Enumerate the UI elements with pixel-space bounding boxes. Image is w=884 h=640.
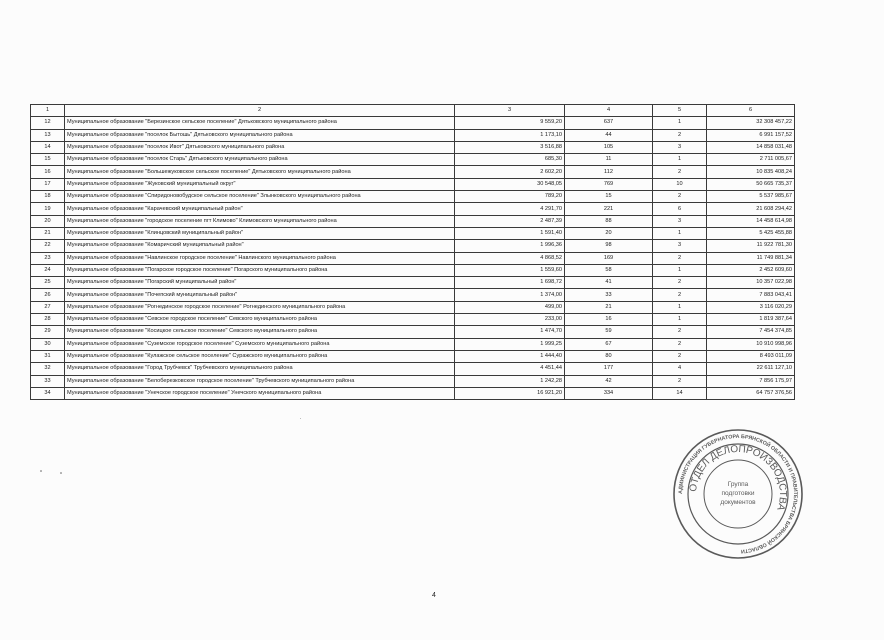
quantity-value-cell: 2 (653, 252, 707, 264)
table-row (31, 141, 795, 153)
amount-value-cell: 7 883 043,41 (707, 289, 795, 301)
table-row (31, 264, 795, 276)
quantity-value-cell: 2 (653, 326, 707, 338)
table-row (31, 363, 795, 375)
row-number-cell: 18 (31, 191, 65, 203)
header-cell: 4 (565, 105, 653, 117)
municipality-name-cell: Муниципальное образование "Рогнединское городское поселение" Рогнединского муниципального района (65, 301, 455, 313)
municipality-name-cell: Муниципальное образование "Клинцовский муниципальный район" (65, 227, 455, 239)
table-row (31, 227, 795, 239)
municipality-name-cell: Муниципальное образование "Спиридоновобудское сельское поселение" Злынковского муниципального района (65, 191, 455, 203)
count-value-cell: 16 (565, 314, 653, 326)
area-value-cell: 789,20 (455, 191, 565, 203)
quantity-value-cell: 2 (653, 375, 707, 387)
count-value-cell: 98 (565, 240, 653, 252)
office-stamp (672, 428, 804, 560)
quantity-value-cell: 14 (653, 387, 707, 399)
municipality-name-cell: Муниципальное образование "городское поселение пгт Климово" Климовского муниципального района (65, 215, 455, 227)
area-value-cell: 9 559,20 (455, 117, 565, 129)
amount-value-cell: 14 858 031,48 (707, 141, 795, 153)
quantity-value-cell: 3 (653, 215, 707, 227)
row-number-cell: 21 (31, 227, 65, 239)
area-value-cell: 1 474,70 (455, 326, 565, 338)
row-number-cell: 26 (31, 289, 65, 301)
quantity-value-cell: 1 (653, 117, 707, 129)
data-table (30, 104, 795, 400)
amount-value-cell: 6 991 157,52 (707, 129, 795, 141)
table-row (31, 203, 795, 215)
row-number-cell: 30 (31, 338, 65, 350)
municipality-name-cell: Муниципальное образование "Большежуковское сельское поселение" Дятьковского муниципального района (65, 166, 455, 178)
quantity-value-cell: 1 (653, 227, 707, 239)
table-row (31, 129, 795, 141)
row-number-cell: 29 (31, 326, 65, 338)
table-row (31, 350, 795, 362)
quantity-value-cell: 10 (653, 178, 707, 190)
header-cell: 1 (31, 105, 65, 117)
area-value-cell: 1 999,25 (455, 338, 565, 350)
area-value-cell: 233,00 (455, 314, 565, 326)
count-value-cell: 21 (565, 301, 653, 313)
amount-value-cell: 14 458 614,98 (707, 215, 795, 227)
row-number-cell: 34 (31, 387, 65, 399)
count-value-cell: 334 (565, 387, 653, 399)
quantity-value-cell: 1 (653, 264, 707, 276)
count-value-cell: 221 (565, 203, 653, 215)
quantity-value-cell: 3 (653, 141, 707, 153)
municipality-name-cell: Муниципальное образование "поселок Ивот" Дятьковского муниципального района (65, 141, 455, 153)
row-number-cell: 31 (31, 350, 65, 362)
amount-value-cell: 2 452 609,60 (707, 264, 795, 276)
row-number-cell: 23 (31, 252, 65, 264)
municipality-name-cell: Муниципальное образование "Березинское сельское поселение" Дятьковского муниципального района (65, 117, 455, 129)
table-row (31, 277, 795, 289)
row-number-cell: 13 (31, 129, 65, 141)
header-cell: 6 (707, 105, 795, 117)
row-number-cell: 14 (31, 141, 65, 153)
row-number-cell: 12 (31, 117, 65, 129)
header-cell: 2 (65, 105, 455, 117)
stamp-center-line: Группа (727, 481, 749, 488)
count-value-cell: 41 (565, 277, 653, 289)
municipality-name-cell: Муниципальное образование "Косицкое сельское поселение" Севского муниципального района (65, 326, 455, 338)
area-value-cell: 4 868,52 (455, 252, 565, 264)
quantity-value-cell: 2 (653, 191, 707, 203)
quantity-value-cell: 1 (653, 154, 707, 166)
amount-value-cell: 7 454 374,85 (707, 326, 795, 338)
row-number-cell: 15 (31, 154, 65, 166)
count-value-cell: 105 (565, 141, 653, 153)
municipality-name-cell: Муниципальное образование "Погарский муниципальный район" (65, 277, 455, 289)
table-row (31, 301, 795, 313)
row-number-cell: 28 (31, 314, 65, 326)
area-value-cell: 1 444,40 (455, 350, 565, 362)
stamp-outer-text: АДМИНИСТРАЦИЯ ГУБЕРНАТОРА БРЯНСКОЙ ОБЛАСТИ И ПРАВИТЕЛЬСТВА БРЯНСКОЙ ОБЛАСТИ (677, 433, 799, 554)
row-number-cell: 20 (31, 215, 65, 227)
amount-value-cell: 11 749 881,34 (707, 252, 795, 264)
table-row (31, 326, 795, 338)
count-value-cell: 80 (565, 350, 653, 362)
quantity-value-cell: 2 (653, 289, 707, 301)
municipality-name-cell: Муниципальное образование "Белоберезковское городское поселение" Трубчевского муниципального района (65, 375, 455, 387)
area-value-cell: 499,00 (455, 301, 565, 313)
table-row (31, 240, 795, 252)
municipality-name-cell: Муниципальное образование "Суземское городское поселение" Суземского муниципального района (65, 338, 455, 350)
municipality-name-cell: Муниципальное образование "Город Трубчевск" Трубчевского муниципального района (65, 363, 455, 375)
amount-value-cell: 64 757 376,56 (707, 387, 795, 399)
count-value-cell: 88 (565, 215, 653, 227)
area-value-cell: 2 602,20 (455, 166, 565, 178)
count-value-cell: 769 (565, 178, 653, 190)
count-value-cell: 177 (565, 363, 653, 375)
table-row (31, 191, 795, 203)
area-value-cell: 4 291,70 (455, 203, 565, 215)
municipality-name-cell: Муниципальное образование "Унечское городское поселение" Унечского муниципального района (65, 387, 455, 399)
header-cell: 3 (455, 105, 565, 117)
table-row (31, 387, 795, 399)
amount-value-cell: 10 835 408,24 (707, 166, 795, 178)
quantity-value-cell: 1 (653, 314, 707, 326)
table-row (31, 375, 795, 387)
table-row (31, 338, 795, 350)
row-number-cell: 25 (31, 277, 65, 289)
amount-value-cell: 3 116 020,29 (707, 301, 795, 313)
amount-value-cell: 8 493 011,09 (707, 350, 795, 362)
row-number-cell: 32 (31, 363, 65, 375)
municipality-name-cell: Муниципальное образование "Погарское городское поселение" Погарского муниципального района (65, 264, 455, 276)
count-value-cell: 33 (565, 289, 653, 301)
quantity-value-cell: 2 (653, 277, 707, 289)
scan-artifact (40, 470, 42, 472)
area-value-cell: 1 698,72 (455, 277, 565, 289)
row-number-cell: 27 (31, 301, 65, 313)
count-value-cell: 11 (565, 154, 653, 166)
quantity-value-cell: 2 (653, 350, 707, 362)
table-row (31, 178, 795, 190)
quantity-value-cell: 4 (653, 363, 707, 375)
amount-value-cell: 10 357 022,98 (707, 277, 795, 289)
table-row (31, 166, 795, 178)
area-value-cell: 2 487,39 (455, 215, 565, 227)
area-value-cell: 685,30 (455, 154, 565, 166)
quantity-value-cell: 2 (653, 129, 707, 141)
page-number: 4 (432, 592, 436, 599)
amount-value-cell: 1 819 387,64 (707, 314, 795, 326)
count-value-cell: 169 (565, 252, 653, 264)
municipality-name-cell: Муниципальное образование "Жуковский муниципальный округ" (65, 178, 455, 190)
amount-value-cell: 7 856 175,97 (707, 375, 795, 387)
amount-value-cell: 21 608 294,42 (707, 203, 795, 215)
count-value-cell: 15 (565, 191, 653, 203)
table-row (31, 154, 795, 166)
row-number-cell: 24 (31, 264, 65, 276)
municipality-name-cell: Муниципальное образование "Карачевский муниципальный район" (65, 203, 455, 215)
count-value-cell: 59 (565, 326, 653, 338)
quantity-value-cell: 2 (653, 338, 707, 350)
municipality-name-cell: Муниципальное образование "поселок Бытошь" Дятьковского муниципального района (65, 129, 455, 141)
quantity-value-cell: 1 (653, 301, 707, 313)
area-value-cell: 1 242,28 (455, 375, 565, 387)
count-value-cell: 58 (565, 264, 653, 276)
amount-value-cell: 2 711 005,67 (707, 154, 795, 166)
amount-value-cell: 32 308 457,22 (707, 117, 795, 129)
amount-value-cell: 10 910 998,96 (707, 338, 795, 350)
area-value-cell: 30 548,05 (455, 178, 565, 190)
row-number-cell: 16 (31, 166, 65, 178)
row-number-cell: 19 (31, 203, 65, 215)
row-number-cell: 17 (31, 178, 65, 190)
count-value-cell: 44 (565, 129, 653, 141)
municipality-name-cell: Муниципальное образование "Севское городское поселение" Севского муниципального района (65, 314, 455, 326)
header-cell: 5 (653, 105, 707, 117)
municipality-name-cell: Муниципальное образование "Комаричский муниципальный район" (65, 240, 455, 252)
row-number-cell: 22 (31, 240, 65, 252)
stamp-center-line: подготовки (721, 490, 755, 497)
scan-artifact (300, 418, 301, 419)
count-value-cell: 20 (565, 227, 653, 239)
municipality-name-cell: Муниципальное образование "поселок Старь" Дятьковского муниципального района (65, 154, 455, 166)
table-row (31, 252, 795, 264)
area-value-cell: 1 173,10 (455, 129, 565, 141)
area-value-cell: 1 559,60 (455, 264, 565, 276)
area-value-cell: 1 591,40 (455, 227, 565, 239)
table-row (31, 215, 795, 227)
area-value-cell: 1 374,00 (455, 289, 565, 301)
table-row (31, 314, 795, 326)
area-value-cell: 3 516,88 (455, 141, 565, 153)
amount-value-cell: 11 922 781,30 (707, 240, 795, 252)
row-number-cell: 33 (31, 375, 65, 387)
municipality-name-cell: Муниципальное образование "Навлинское городское поселение" Навлинского муниципального района (65, 252, 455, 264)
count-value-cell: 637 (565, 117, 653, 129)
stamp-center-line: документов (720, 499, 756, 506)
count-value-cell: 112 (565, 166, 653, 178)
quantity-value-cell: 3 (653, 240, 707, 252)
table-header-row (31, 105, 795, 117)
area-value-cell: 4 451,44 (455, 363, 565, 375)
table-row (31, 117, 795, 129)
stamp-ring-text: ОТДЕЛ ДЕЛОПРОИЗВОДСТВА (687, 443, 789, 512)
amount-value-cell: 22 611 127,10 (707, 363, 795, 375)
amount-value-cell: 5 425 455,88 (707, 227, 795, 239)
amount-value-cell: 5 537 985,67 (707, 191, 795, 203)
quantity-value-cell: 6 (653, 203, 707, 215)
area-value-cell: 16 921,20 (455, 387, 565, 399)
table-row (31, 289, 795, 301)
scan-artifact (60, 472, 62, 474)
area-value-cell: 1 996,36 (455, 240, 565, 252)
municipality-name-cell: Муниципальное образование "Кулажское сельское поселение" Суражского муниципального района (65, 350, 455, 362)
count-value-cell: 67 (565, 338, 653, 350)
quantity-value-cell: 2 (653, 166, 707, 178)
municipality-name-cell: Муниципальное образование "Почепский муниципальный район" (65, 289, 455, 301)
count-value-cell: 42 (565, 375, 653, 387)
amount-value-cell: 50 665 735,37 (707, 178, 795, 190)
